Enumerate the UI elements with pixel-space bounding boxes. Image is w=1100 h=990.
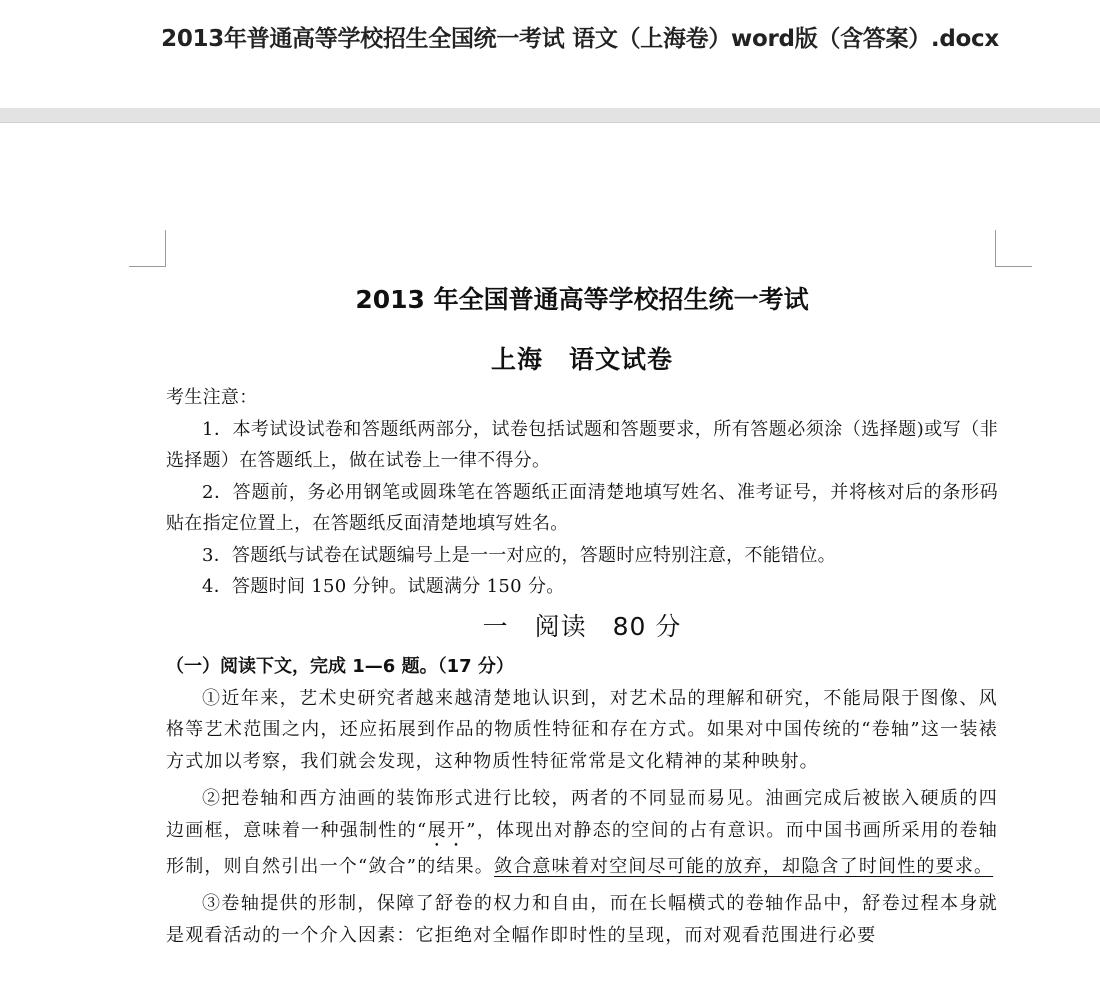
notice-item: 3．答题纸与试卷在试题编号上是一一对应的，答题时应特别注意，不能错位。 bbox=[202, 544, 836, 566]
reading-paragraph-3: ③卷轴提供的形制，保障了舒卷的权力和自由，而在长幅横式的卷轴作品中，舒卷过程本身就是观看活动的一个介入因素：它拒绝对全幅作即时性的呈现，而对观看范围进行必要 bbox=[166, 893, 998, 946]
underlined-sentence: 敛合意味着对空间尽可能的放弃，却隐含了时间性的要求。 bbox=[494, 855, 994, 877]
notice-heading: 考生注意： bbox=[166, 387, 258, 408]
part-heading: （一）阅读下文，完成 1—6 题。（17 分） bbox=[166, 655, 514, 677]
emphasized-term: 展开 bbox=[427, 819, 467, 841]
window-title-bar bbox=[0, 0, 1100, 108]
exam-subtitle: 上海 语文试卷 bbox=[490, 345, 673, 374]
section-heading: 一 阅读 80 分 bbox=[482, 611, 682, 641]
reading-paragraph-2-text-b: ”，体现出对静态的空间的占有意识。而中国书画所采用的卷轴形制，则自然引出一个“敛合”的结果。 bbox=[166, 819, 998, 877]
notice-item: 2．答题前，务必用钢笔或圆珠笔在答题纸正面清楚地填写姓名、准考证号，并将核对后的条形码贴在指定位置上，在答题纸反面清楚地填写姓名。 bbox=[166, 481, 998, 534]
page-separator bbox=[0, 108, 1100, 123]
exam-title: 2013 年全国普通高等学校招生统一考试 bbox=[355, 285, 809, 314]
reading-paragraph-2-text-a: ②把卷轴和西方油画的装饰形式进行比较，两者的不同显而易见。油画完成后被嵌入硬质的四边画框，意味着一种强制性的“ bbox=[166, 788, 998, 841]
document-filename-title: 2013年普通高等学校招生全国统一考试 语文（上海卷）word版（含答案）.docx bbox=[161, 26, 999, 52]
document-page[interactable] bbox=[166, 280, 998, 951]
crop-mark-top-right bbox=[995, 230, 1032, 267]
notice-item: 4．答题时间 150 分钟。试题满分 150 分。 bbox=[202, 576, 565, 597]
reading-paragraph-2 bbox=[166, 783, 998, 882]
reading-paragraph-1: ①近年来，艺术史研究者越来越清楚地认识到，对艺术品的理解和研究，不能局限于图像、风格等艺术范围之内，还应拓展到作品的物质性特征和存在方式。如果对中国传统的“卷轴”这一装裱方式加以考察，我们就会发现，这种物质性特征常常是文化精神的某种映射。 bbox=[166, 687, 998, 772]
crop-mark-top-left bbox=[129, 230, 166, 267]
notice-item: 1．本考试设试卷和答题纸两部分，试卷包括试题和答题要求，所有答题必须涂（选择题)或写（非选择题）在答题纸上，做在试卷上一律不得分。 bbox=[166, 418, 998, 471]
